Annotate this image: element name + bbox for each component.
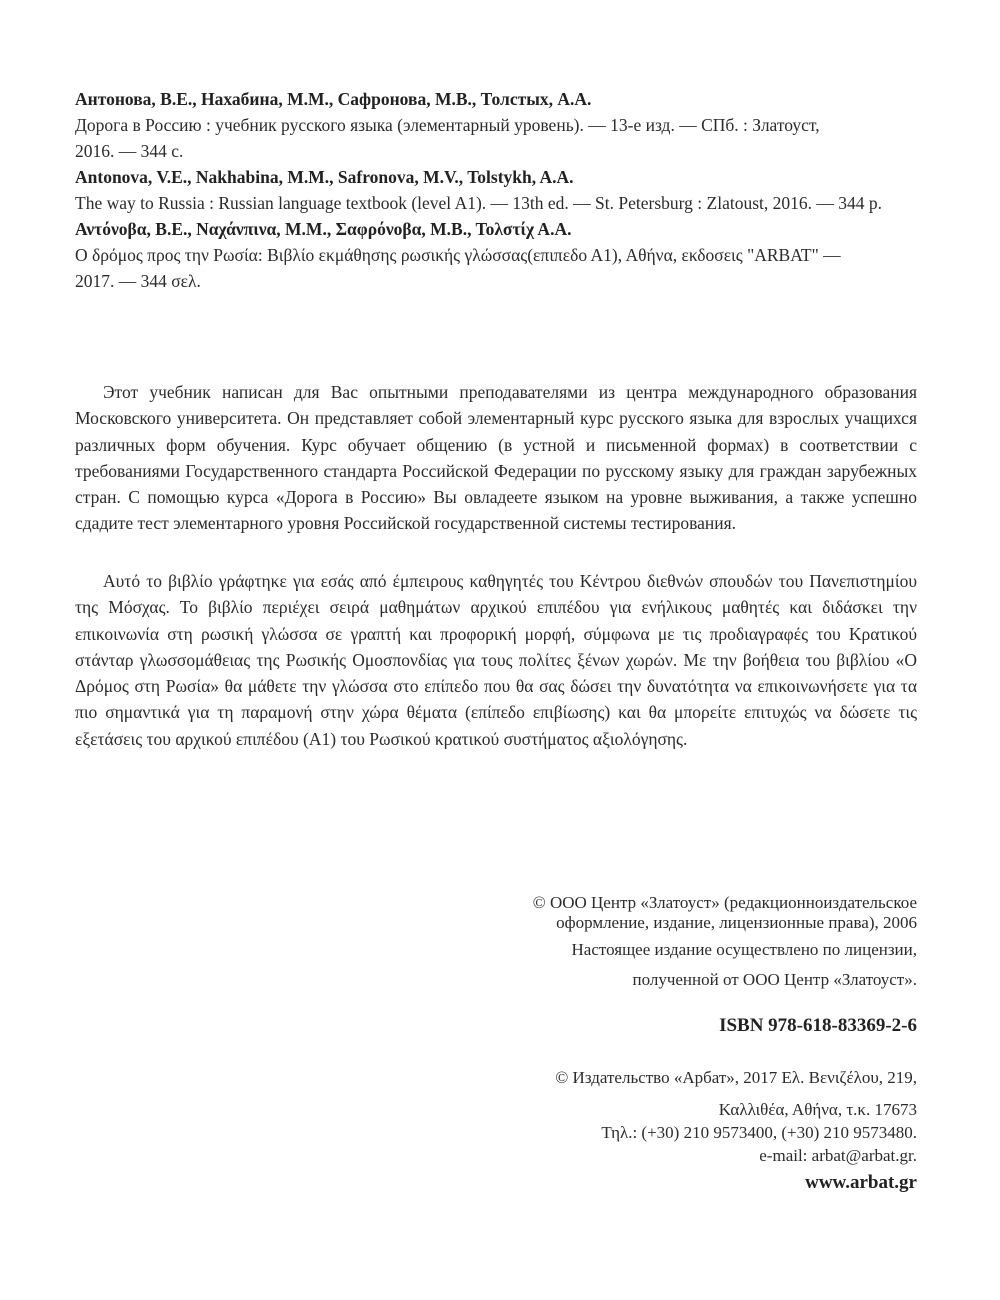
publisher-email[interactable]: e-mail: arbat@arbat.gr. [759, 1146, 917, 1165]
citation-greek-line2: 2017. — 344 σελ. [75, 271, 201, 291]
abstract-russian [75, 379, 917, 537]
license-line1: Настоящее издание осуществлено по лицензии, [571, 940, 917, 959]
isbn: ISBN 978-618-83369-2-6 [719, 1015, 917, 1036]
imprint-block [457, 893, 917, 1197]
publisher-copyright-line1: © Издательство «Арбат», 2017 Ελ. Βενιζέλου, 219, [555, 1068, 917, 1087]
license-line2: полученной от ООО Центр «Златоуст». [632, 970, 917, 989]
abstract-greek-text: Αυτό το βιβλίο γράφτηκε για εσάς από έμπειρους καθηγητές του Κέντρου διεθνών σπουδών του Πανεπιστημίου της Μόσχας. Το βιβλίο περιέχει σειρά μαθημάτων αρχικού επιπέδου για ενήλικους μαθητές και διδάσκει την επικοινωνία στη ρωσική γλώσσα σε γραπτή και προφορική μορφή, σύμφωνα με τις προδιαγραφές του Κρατικού στάνταρ γλωσσομάθειας της Ρωσικής Ομοσπονδίας για τους πολίτες ξένων χωρών. Με την βοήθεια του βιβλίου «Ο Δρόμος στη Ρωσία» θα μάθετε την γλώσσα στο επίπεδο που θα σας δώσει την δυνατότητα να επικοινωνήσετε για τα πιο σημαντικά για τη παραμονή στην χώρα θέματα (επίπεδο επιβίωσης) και θα μπορείτε επιτυχώς να δώσετε τις εξετάσεις του αρχικού επιπέδου (Α1) του Ρωσικού κρατικού συστήματος αξιολόγησης. [75, 571, 917, 749]
citation-russian-line1: Дорога в Россию : учебник русского языка (элементарный уровень). — 13-е изд. — СПб. : Златоуст, [75, 115, 820, 135]
publisher-phone: Τηλ.: (+30) 210 9573400, (+30) 210 9573480. [601, 1123, 917, 1142]
bibliographic-record [75, 86, 935, 294]
publisher-website[interactable]: www.arbat.gr [805, 1172, 917, 1193]
authors-english: Antonova, V.E., Nakhabina, M.M., Safronova, M.V., Tolstykh, A.A. [75, 167, 574, 187]
authors-russian: Антонова, В.Е., Нахабина, М.М., Сафронова, М.В., Толстых, А.А. [75, 89, 592, 109]
citation-greek-line1: Ο δρόμος προς την Ρωσία: Βιβλίο εκμάθησης ρωσικής γλώσσας(επιπεδο Α1), Αθήνα, εκδοσεις "ARBAT" — [75, 245, 841, 265]
publisher-address: Καλλιθέα, Αθήνα, τ.κ. 17673 [718, 1100, 917, 1119]
copyright-zlatoust-line2: оформление, издание, лицензионные права), 2006 [556, 913, 917, 932]
citation-russian-line2: 2016. — 344 с. [75, 141, 184, 161]
copyright-zlatoust-line1: © ООО Центр «Златоуст» (редакционноиздательское [532, 893, 917, 912]
citation-english: The way to Russia : Russian language textbook (level A1). — 13th ed. — St. Petersburg : Zlatoust, 2016. — 344 p. [75, 193, 883, 213]
abstract-russian-text: Этот учебник написан для Вас опытными преподавателями из центра международного образования Московского университета. Он представляет собой элементарный курс русского языка для взрослых учащихся различных форм обучения. Курс обучает общению (в устной и письменной формах) в соответствии с требованиями Государственного стандарта Российской Федерации по русскому языку для граждан зарубежных стран. С помощью курса «Дорога в Россию» Вы овладеете языком на уровне выживания, а также успешно сдадите тест элементарного уровня Российской государственной системы тестирования. [75, 382, 917, 534]
authors-greek: Αντόνοβα, Β.Ε., Ναχάνπινα, Μ.Μ., Σαφρόνοβα, Μ.Β., Τολστίχ Α.Α. [75, 219, 572, 239]
abstract-greek [75, 568, 917, 752]
